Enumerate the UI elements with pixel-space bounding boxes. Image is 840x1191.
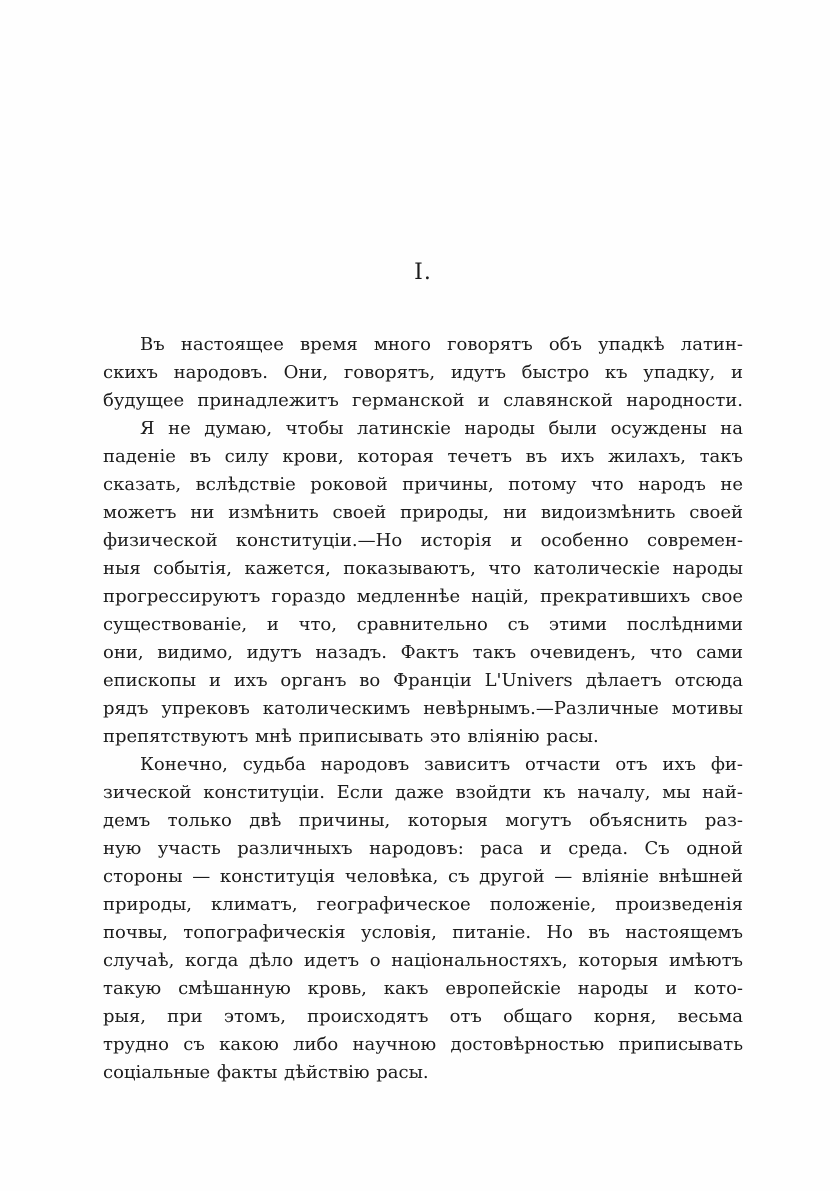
- text-line: Я не думаю, чтобы латинскіе народы были осуждены на: [140, 418, 743, 439]
- text-line: природы, климатъ, географическое положеніе, произведенія: [103, 894, 743, 915]
- chapter-heading: I.: [414, 260, 432, 285]
- text-block: [103, 258, 743, 1087]
- text-line: препятствуютъ мнѣ приписывать это вліянію расы.: [103, 726, 599, 747]
- text-line: зической конституціи. Если даже взойдти къ началу, мы най-: [103, 782, 743, 803]
- text-line: случаѣ, когда дѣло идетъ о національностяхъ, которыя имѣютъ: [103, 950, 743, 971]
- text-line: епископы и ихъ органъ во Франціи L'Univers дѣлаетъ отсюда: [103, 670, 743, 691]
- text-line: прогрессируютъ гораздо медленнѣе націй, прекратившихъ свое: [103, 586, 743, 607]
- paragraph: [103, 331, 743, 415]
- text-line: трудно съ какою либо научною достовѣрностью приписывать: [103, 1034, 743, 1055]
- text-line: паденіе въ силу крови, которая течетъ въ ихъ жилахъ, такъ: [103, 446, 743, 467]
- text-line: такую смѣшанную кровь, какъ европейскіе народы и кото-: [103, 978, 743, 999]
- text-line: будущее принадлежитъ германской и славянской народности.: [103, 390, 743, 411]
- text-line: рядъ упрековъ католическимъ невѣрнымъ.—Различные мотивы: [103, 698, 743, 719]
- text-line: Въ настоящее время много говорятъ объ упадкѣ латин-: [140, 334, 743, 355]
- text-line: почвы, топографическія условія, питаніе. Но въ настоящемъ: [103, 922, 743, 943]
- text-line: физической конституціи.—Но исторія и особенно современ-: [103, 530, 743, 551]
- text-line: соціальные факты дѣйствію расы.: [103, 1062, 429, 1083]
- text-line: сказать, вслѣдствіе роковой причины, потому что народъ не: [103, 474, 743, 495]
- text-line: рыя, при этомъ, происходятъ отъ общаго корня, весьма: [103, 1006, 743, 1027]
- text-line: скихъ народовъ. Они, говорятъ, идутъ быстро къ упадку, и: [103, 362, 743, 383]
- text-line: стороны — конституція человѣка, съ другой — вліяніе внѣшней: [103, 866, 743, 887]
- text-line: ныя событія, кажется, показываютъ, что католическіе народы: [103, 558, 743, 579]
- text-line: демъ только двѣ причины, которыя могутъ объяснить раз-: [103, 810, 743, 831]
- text-line: можетъ ни измѣнить своей природы, ни видоизмѣнить своей: [103, 502, 743, 523]
- text-line: Конечно, судьба народовъ зависитъ отчасти отъ ихъ фи-: [140, 754, 743, 775]
- paragraph: [103, 415, 743, 751]
- text-line: существованіе, и что, сравнительно съ этими послѣдними: [103, 614, 743, 635]
- text-line: они, видимо, идутъ назадъ. Фактъ такъ очевиденъ, что сами: [103, 642, 743, 663]
- paragraph: [103, 751, 743, 1087]
- text-line: ную участь различныхъ народовъ: раса и среда. Съ одной: [103, 838, 743, 859]
